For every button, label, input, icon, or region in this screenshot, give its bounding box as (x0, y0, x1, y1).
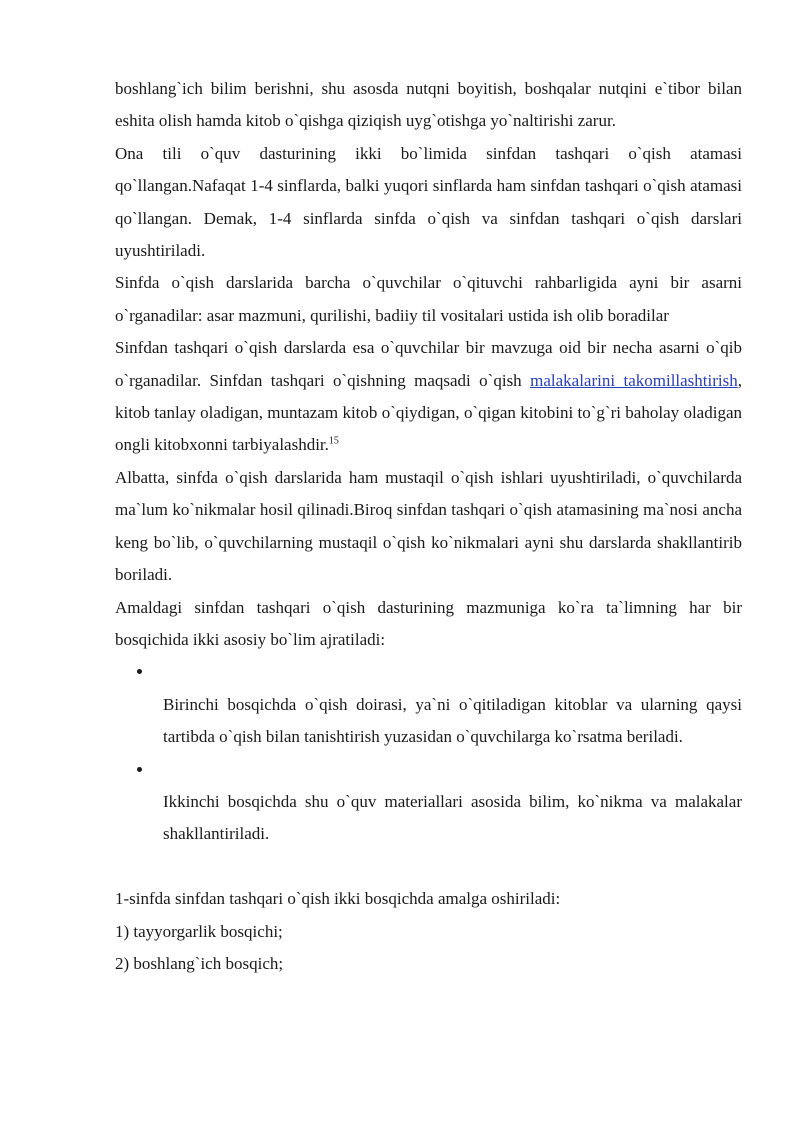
bullet-dot-icon (137, 767, 142, 772)
paragraph-text-before-link: Sinfdan tashqari o`qish darslarda esa o`quvchilar bir mavzuga oid bir necha asarni o`qib o`rganadilar. Sinfdan tashqari o`qishning maqsadi o`qish (115, 338, 742, 390)
footnote-reference[interactable]: 15 (328, 435, 339, 447)
bullet-dot-icon (137, 669, 142, 674)
list-item-first-stage: Birinchi bosqichda o`qish doirasi, ya`ni o`qitiladigan kitoblar va ularning qaysi tartibda o`qish bilan tanishtirish yuzasidan o`quvchilarga ko`rsatma beriladi. (163, 694, 742, 747)
paragraph-intro: boshlang`ich bilim berishni, shu asosda nutqni boyitish, boshqalar nutqini e`tibor bilan eshita olish hamda kitob o`qishga qiziqish uyg`otishga yo`naltirishi zarur. (115, 79, 742, 131)
paragraph-class-reading: Sinfda o`qish darslarida barcha o`quvchilar o`qituvchi rahbarligida ayni bir asarni o`rganadilar: asar mazmuni, qurilishi, badiiy til vositalari ustida ish olib boradilar (115, 273, 742, 325)
list-step-initial: 2) boshlang`ich bosqich; (115, 953, 284, 973)
paragraph-program-sections: Amaldagi sinfdan tashqari o`qish dasturining mazmuniga ko`ra ta`limning har bir bosqichida ikki asosiy bo`lim ajratiladi: (115, 597, 742, 649)
paragraph-curriculum-terms: Ona tili o`quv dasturining ikki bo`limida sinfdan tashqari o`qish atamasi qo`llangan.Nafaqat 1-4 sinflarda, balki yuqori sinflarda ham sinfdan tashqari o`qish atamasi qo`llangan. Demak, 1-4 sinflarda sinfda o`qish va sinfdan tashqari o`qish darslari uyushtiriladi. (115, 143, 742, 261)
paragraph-independent-reading: Albatta, sinfda o`qish darslarida ham mustaqil o`qish ishlari uyushtiriladi, o`quvchilarda ma`lum ko`nikmalar hosil qilinadi.Biroq sinfdan tashqari o`qish atamasining ma`nosi ancha keng bo`lib, o`quvchilarning mustaqil o`qish ko`nikmalari ayni shu darslarda shakllantirib boriladi. (115, 467, 742, 585)
paragraph-text-after-link: , kitob tanlay oladigan, muntazam kitob o`qiydigan, o`qigan kitobini to`g`ri baholay oladigan ongli kitobxonni tarbiyalashdir. (115, 370, 742, 455)
bullet-marker-row-2 (115, 754, 742, 786)
list-item-second-stage: Ikkinchi bosqichda shu o`quv materiallari asosida bilim, ko`nikma va malakalar shakllantiriladi. (163, 791, 742, 844)
paragraph-first-grade-stages: 1-sinfda sinfdan tashqari o`qish ikki bosqichda amalga oshiriladi: (115, 889, 561, 909)
bullet-marker-row-1 (115, 656, 742, 688)
document-page (115, 73, 742, 980)
blank-line (115, 851, 742, 883)
list-step-preparation: 1) tayyorgarlik bosqichi; (115, 921, 283, 941)
skills-improvement-link[interactable]: malakalarini takomillashtirish (530, 370, 738, 390)
paragraph-extracurricular-reading (115, 332, 742, 462)
